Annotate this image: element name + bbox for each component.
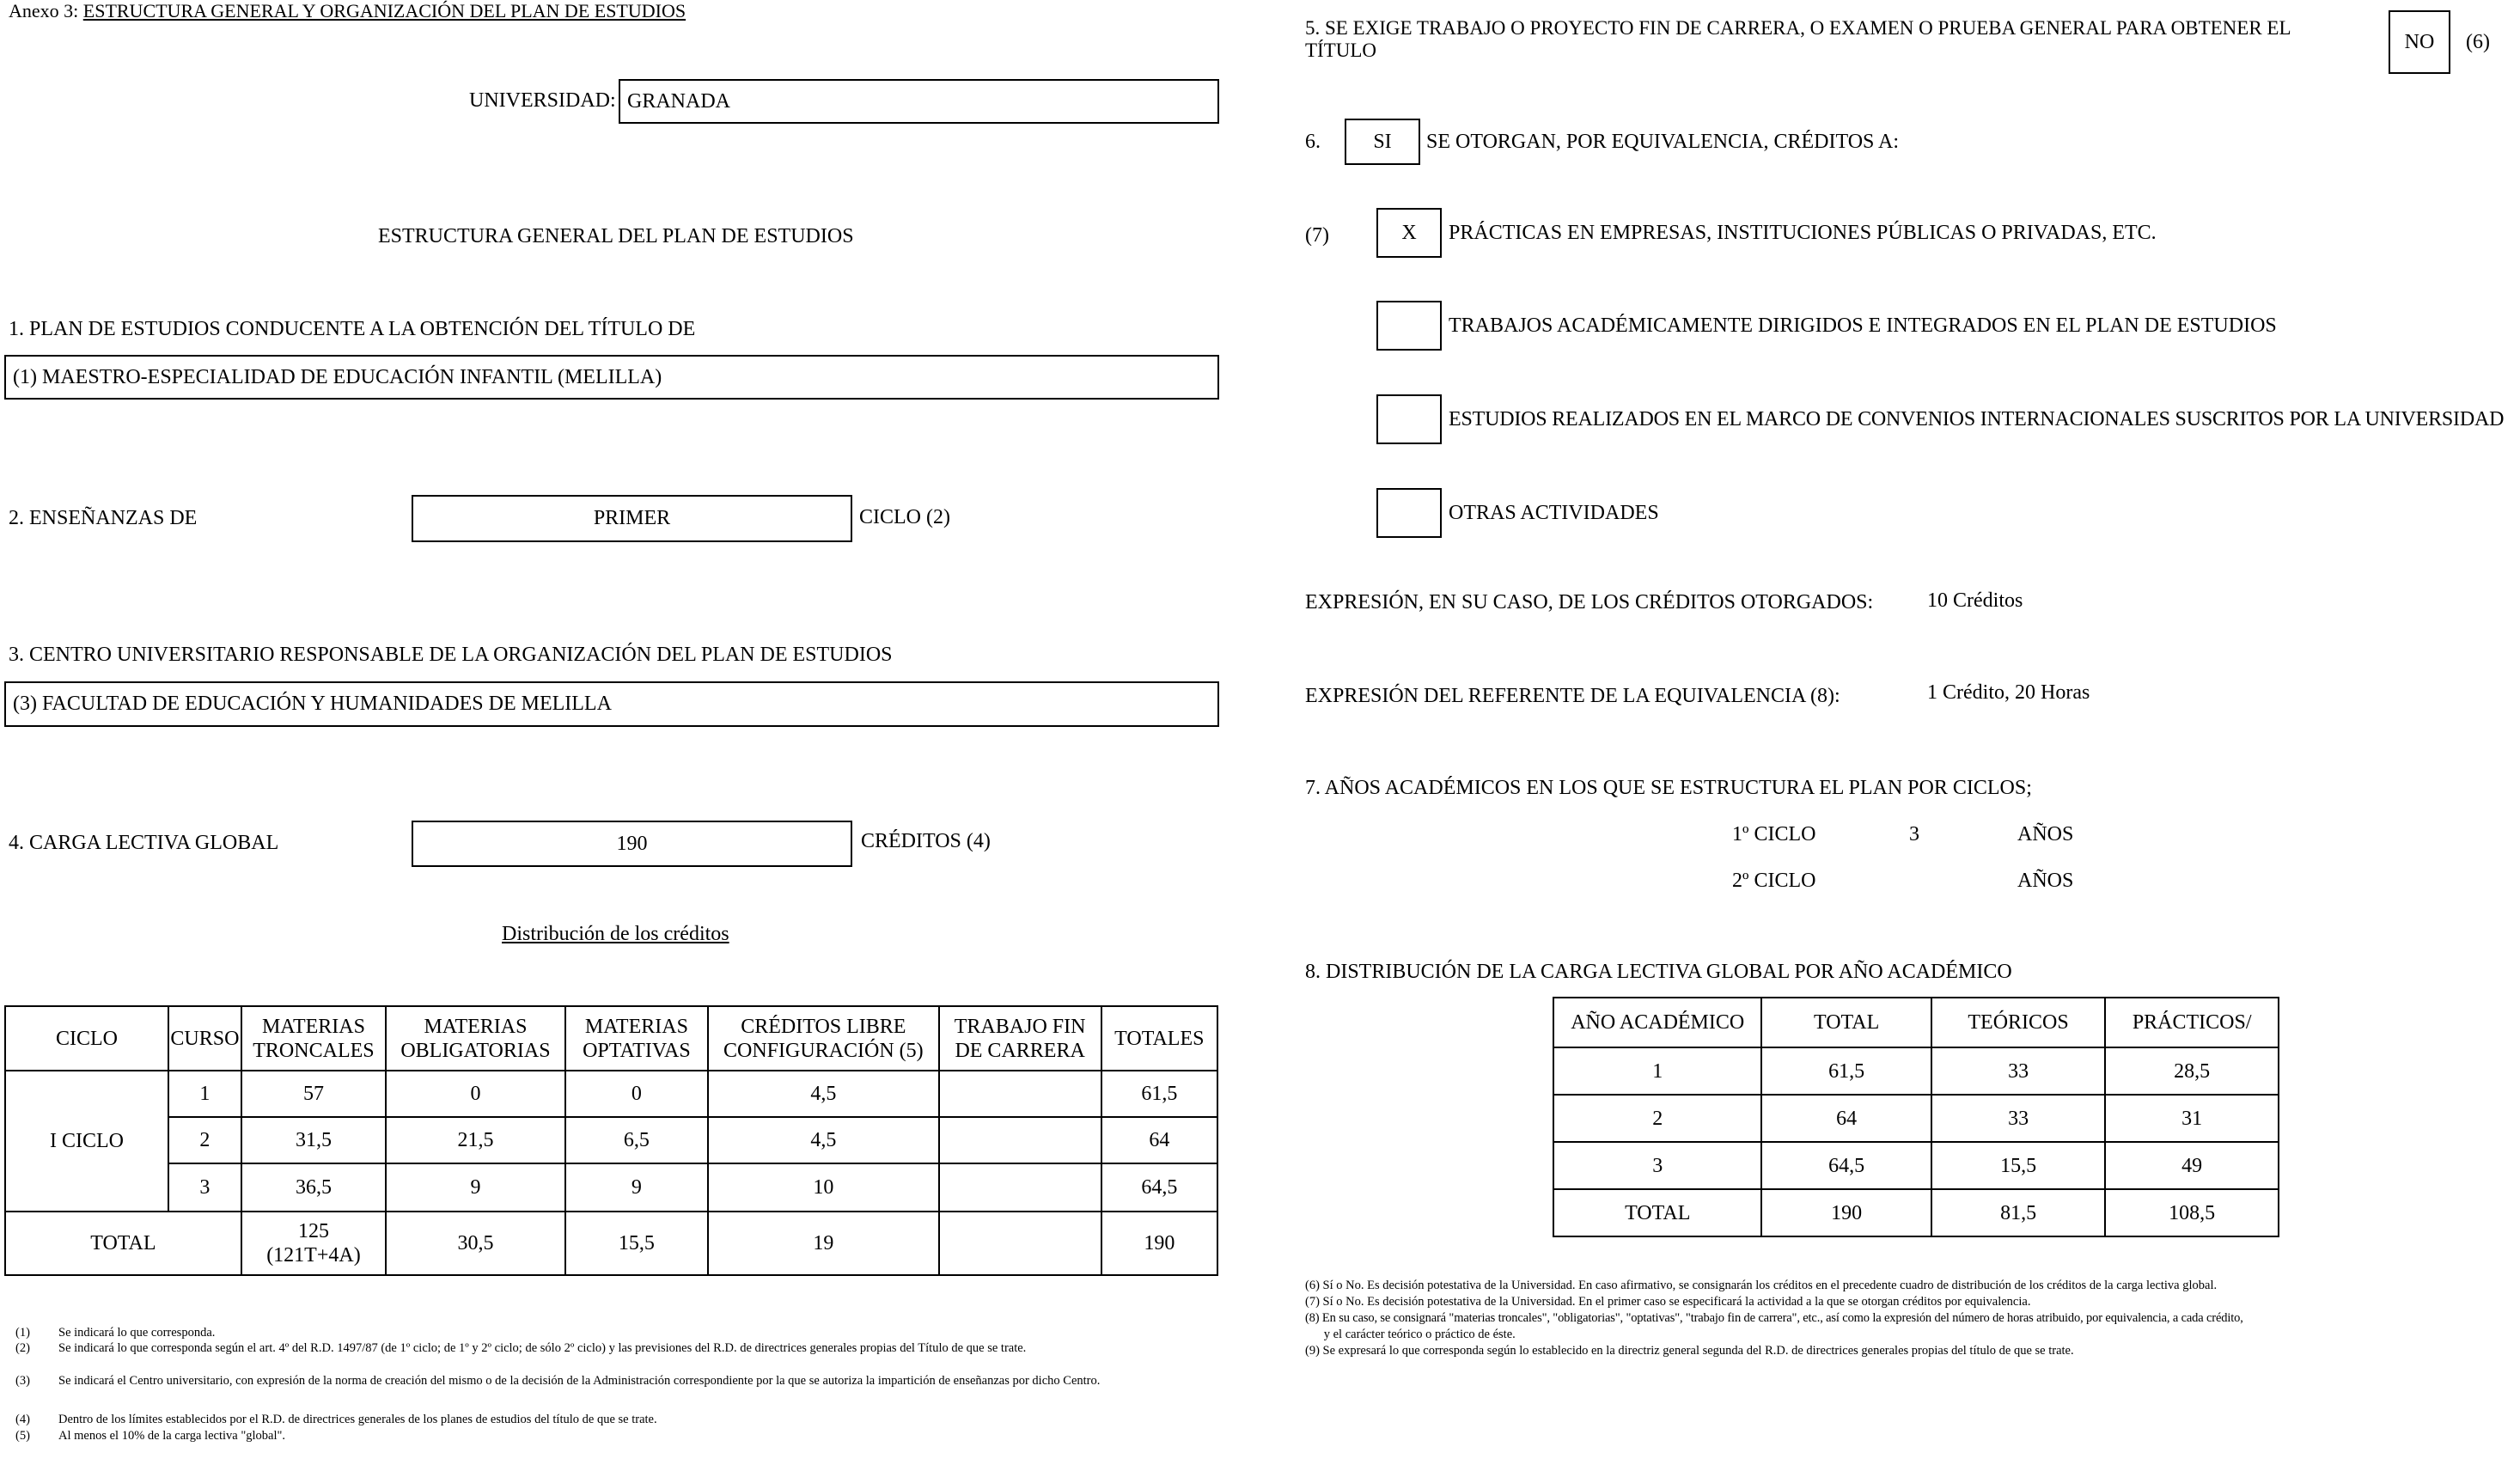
equiv-reference-label: EXPRESIÓN DEL REFERENTE DE LA EQUIVALENCIA (8): [1305,685,1840,707]
section-6-number: 6. [1305,131,1321,153]
total-optativas: 15,5 [565,1212,708,1275]
header-troncales: MATERIAS TRONCALES [241,1006,386,1071]
equivalence-value: SI [1373,130,1392,153]
section-5-line1: 5. SE EXIGE TRABAJO O PROYECTO FIN DE CARRERA, O EXAMEN O PRUEBA GENERAL PARA OBTENER EL [1305,17,2291,39]
section-6-label: SE OTORGAN, POR EQUIVALENCIA, CRÉDITOS A: [1426,131,1900,153]
teaching-cycle-suffix: CICLO (2) [859,506,950,528]
table-row: 1 61,5 33 28,5 [1553,1047,2279,1095]
trabajo-cell [939,1071,1101,1117]
troncales-cell: 57 [241,1071,386,1117]
credits-expression-label: EXPRESIÓN, EN SU CASO, DE LOS CRÉDITOS OTORGADOS: [1305,591,1874,613]
global-load-field [412,821,852,867]
center-value: (3) FACULTAD DE EDUCACIÓN Y HUMANIDADES DE MELILLA [13,693,612,715]
optativas-cell: 0 [565,1071,708,1117]
obligatorias-cell: 21,5 [386,1117,565,1163]
label-otras: OTRAS ACTIVIDADES [1449,502,1659,524]
libre-cell: 10 [708,1163,939,1212]
annex-title: ESTRUCTURA GENERAL Y ORGANIZACIÓN DEL PLAN DE ESTUDIOS [82,0,686,21]
curso-cell: 2 [168,1117,241,1163]
header-practicos: PRÁCTICOS/ [2105,998,2279,1047]
checkbox-trabajos[interactable] [1376,301,1442,351]
checkbox-otras[interactable] [1376,488,1442,538]
checkbox-estudios[interactable] [1376,394,1442,444]
header-obligatorias: MATERIAS OBLIGATORIAS [386,1006,565,1071]
header-ciclo: CICLO [5,1006,168,1071]
annex-header [9,0,686,22]
footnote-9: (9) Se expresará lo que corresponda según lo establecido en la directriz general segunda del R.D. de directrices generales propias del título de que se trate. [1305,1344,2074,1358]
global-load-suffix: CRÉDITOS (4) [861,830,991,852]
table-row [5,1071,1217,1117]
checkbox-practicas[interactable]: X [1376,208,1442,258]
university-field [619,79,1219,124]
section-5-note: (6) [2466,31,2490,53]
cycle-2-unit: AÑOS [2017,870,2074,892]
equiv-reference-value: 1 Crédito, 20 Horas [1927,681,2090,704]
label-trabajos: TRABAJOS ACADÉMICAMENTE DIRIGIDOS E INTEGRADOS EN EL PLAN DE ESTUDIOS [1449,314,2277,337]
header-ano: AÑO ACADÉMICO [1553,998,1761,1047]
section-1-label: 1. PLAN DE ESTUDIOS CONDUCENTE A LA OBTENCIÓN DEL TÍTULO DE [9,318,696,340]
section-4-label: 4. CARGA LECTIVA GLOBAL [9,832,279,854]
cycle-cell: I CICLO [5,1071,168,1212]
university-label: UNIVERSIDAD: [469,89,616,112]
cycle-1-unit: AÑOS [2017,823,2074,845]
total-label: TOTAL [5,1212,241,1275]
equivalence-note: (7) [1305,224,1329,247]
cycle-1-years: 3 [1909,823,1919,845]
teaching-cycle-field [412,495,852,542]
section-8-label: 8. DISTRIBUCIÓN DE LA CARGA LECTIVA GLOBAL POR AÑO ACADÉMICO [1305,961,2012,983]
totales-cell: 64 [1101,1117,1217,1163]
obligatorias-cell: 0 [386,1071,565,1117]
university-value: GRANADA [627,89,730,113]
section-2-label: 2. ENSEÑANZAS DE [9,507,198,529]
section-5-line2: TÍTULO [1305,40,1377,61]
center-field [4,681,1219,727]
trabajo-cell [939,1163,1101,1212]
optativas-cell: 6,5 [565,1117,708,1163]
optativas-cell: 9 [565,1163,708,1212]
table-row [5,1163,1217,1212]
header-total: TOTAL [1761,998,1931,1047]
libre-cell: 4,5 [708,1117,939,1163]
teaching-cycle-value: PRIMER [593,507,671,529]
header-optativas: MATERIAS OPTATIVAS [565,1006,708,1071]
libre-cell: 4,5 [708,1071,939,1117]
total-trabajo [939,1212,1101,1275]
annex-prefix: Anexo 3: [9,0,79,21]
header-libre-configuracion: CRÉDITOS LIBRE CONFIGURACIÓN (5) [708,1006,939,1071]
global-load-value: 190 [616,832,648,855]
troncales-cell: 36,5 [241,1163,386,1212]
footnote-8: (8) En su caso, se consignará "materias troncales", "obligatorias", "optativas", "trabajo fin de carrera", etc., así como la expresión del número de horas atribuido, por equivalencia, a cada crédito, [1305,1311,2243,1325]
general-structure-title: ESTRUCTURA GENERAL DEL PLAN DE ESTUDIOS [378,225,854,247]
distribution-title: Distribución de los créditos [502,923,729,945]
totales-cell: 61,5 [1101,1071,1217,1117]
curso-cell: 1 [168,1071,241,1117]
year-distribution-table [1553,997,2279,1237]
table-row: 3 64,5 15,5 49 [1553,1142,2279,1189]
total-libre: 19 [708,1212,939,1275]
footnote-7: (7) Sí o No. Es decisión potestativa de la Universidad. En el primer caso se especificará la actividad a la que se otorgan créditos por equivalencia. [1305,1295,2031,1309]
cycle-2-name: 2º CICLO [1732,870,1816,892]
totales-cell: 64,5 [1101,1163,1217,1212]
final-project-field [2389,10,2450,74]
label-practicas: PRÁCTICAS EN EMPRESAS, INSTITUCIONES PÚBLICAS O PRIVADAS, ETC. [1449,222,2157,244]
curso-cell: 3 [168,1163,241,1212]
section-3-label: 3. CENTRO UNIVERSITARIO RESPONSABLE DE LA ORGANIZACIÓN DEL PLAN DE ESTUDIOS [9,644,893,666]
header-teoricos: TEÓRICOS [1931,998,2106,1047]
label-estudios: ESTUDIOS REALIZADOS EN EL MARCO DE CONVENIOS INTERNACIONALES SUSCRITOS POR LA UNIVERSIDAD [1449,408,2505,430]
degree-title-field [4,355,1219,400]
total-troncales: 125 (121T+4A) [241,1212,386,1275]
troncales-cell: 31,5 [241,1117,386,1163]
credits-expression-value: 10 Créditos [1927,589,2023,612]
header-totales: TOTALES [1101,1006,1217,1071]
obligatorias-cell: 9 [386,1163,565,1212]
total-totales: 190 [1101,1212,1217,1275]
trabajo-cell [939,1117,1101,1163]
total-row: TOTAL 190 81,5 108,5 [1553,1189,2279,1236]
table-row: 2 64 33 31 [1553,1095,2279,1142]
header-trabajo-fin: TRABAJO FIN DE CARRERA [939,1006,1101,1071]
total-obligatorias: 30,5 [386,1212,565,1275]
total-row [5,1212,1217,1275]
cycle-1-name: 1º CICLO [1732,823,1816,845]
footnote-8-cont: y el carácter teórico o práctico de éste. [1305,1328,1516,1341]
header-curso: CURSO [168,1006,241,1071]
degree-title-value: (1) MAESTRO-ESPECIALIDAD DE EDUCACIÓN INFANTIL (MELILLA) [13,365,662,388]
section-7-label: 7. AÑOS ACADÉMICOS EN LOS QUE SE ESTRUCTURA EL PLAN POR CICLOS; [1305,777,2032,799]
final-project-value: NO [2404,30,2435,53]
equivalence-field [1345,119,1420,165]
footnote-6: (6) Sí o No. Es decisión potestativa de la Universidad. En caso afirmativo, se consignarán los créditos en el precedente cuadro de distribución de los créditos de la carga lectiva global. [1305,1279,2218,1292]
table-row [5,1117,1217,1163]
credit-distribution-table [4,1005,1218,1276]
